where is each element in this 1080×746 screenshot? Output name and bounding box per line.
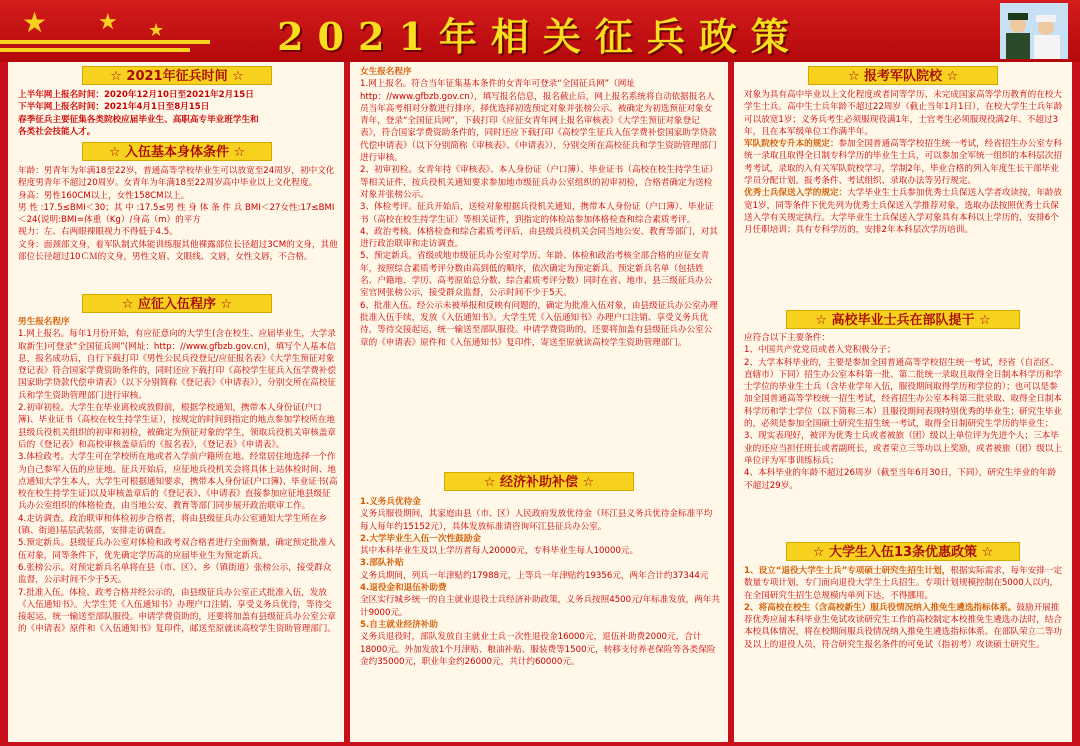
req-bmi: 男 性 :17.5≤BMI＜30；其 中 :17.5≤男 性 身 体 条 件 兵 BMI＜27女性:17≤BMI＜24(说明:BMI=体重（Kg）/身高（m）的平方: [18, 202, 335, 226]
body-requirements: [18, 165, 338, 291]
school-text: 对象为具有高中毕业以上文化程度或者同等学历、未完成国家高等学历教育的在校大学生士兵。高中生士兵年龄不超过22周岁（截止当年1月1日），在校大学生士兵年龄可以放宽1岁；义务兵考生必须服现役满1年，士官考生必须服现役满2年、不超过3年，且在本军级单位工作满半年。: [744, 90, 1063, 137]
procedure-heading: 男生报名程序: [18, 317, 70, 327]
subsidy-heading: 3.部队补贴: [360, 558, 404, 569]
promotion-conditions: [744, 332, 1064, 538]
school-rule-text: 参加全国普通高等学校招生统一考试，经省招生办公室专科统一录取且取得全日制专科学历的毕业生士兵，可以参加全军统一组织的本科层次招考考试，录取的入有关军队院校学习，学制2年，毕业合格的列入年度生长干部毕业学员分配计划。报考条件、考试组织、录取办法等另行规定。: [744, 139, 1062, 187]
procedure-step: 4.走访调查。政治联审和体检初步合格者，将由县级征兵办公室通知大学生所在乡(镇、街道)基层武装部，安排走访调查。: [18, 513, 327, 537]
procedure-step: 4、政治考核。体格检查和综合素质考评后，由县级兵役机关会同当地公安、教育等部门，对其进行政治联审和走访调查。: [360, 226, 718, 250]
procedure-step: 1.网上报名。每年1月份开始，有应征意向的大学生(含在校生、应届毕业生，大学录取新生)可登录“全国征兵网”(网址：http：//www.gfbzb.gov.cn)，填写个人基本信息，报名成功后，自行下载打印《男性公民兵役登记/应征报名表》《大学生预征对象登记表》符合国家学费资助条件的，同时还应下载打印《高校学生征兵入伍学费补偿国家助学贷款代偿申请表》（以下分别简称《登记表》《申请表》），分别交所在高校征兵和学生资助管理部门进行审核。: [18, 329, 336, 401]
female-procedure: [360, 66, 720, 516]
procedure-step: 5、预定新兵。省级或地市级征兵办公室对学历、年龄、体检和政治考核全部合格的应征女青年，按照综合素质考评分数由高到低的顺序，依次确定为预定新兵。预定新兵名单（包括姓名、户籍地、学历、高考原始总分数、综合素质考评分数）同时在省、地市、县三级征兵办公室官网张榜公示，接受群众监督，公示时间不少于5天。: [360, 251, 713, 299]
req-age: 年龄：男青年为年满18至22岁，普通高等学校毕业生可以放宽至24周岁，初中文化程度男青年不超过20周岁。女青年为年满18至22周岁高中毕业以上文化程度。: [18, 166, 335, 189]
time-line: 春季征兵主要征集各类院校应届毕业生、高职高专毕业班学生和: [18, 114, 259, 125]
procedure-step: 6、批准入伍。经公示未被举报和反映有问题的，确定为批准入伍对象，由县级征兵办公室办理批准入伍手续，发放《入伍通知书》。大学生凭《入伍通知书》办理户口注销、享受义务兵优待，等待交接起运，统一输送至部队服役。申请学费资助的，还要将加盖有县级征兵办公室公章的《申请表》原件和《入伍通知书》复印件，寄送至原就读高校学生资助管理部门。: [360, 300, 718, 348]
subsidy-text: 义务兵退役时，部队发放自主就业士兵一次性退役金16000元，退伍补助费2000元，合计18000元。外加发放1个月津贴、粮油补贴、服装费等1500元，转移支付养老保险等各类保险金约35000元，职业年金约26000元，共计约60000元。: [360, 632, 716, 667]
procedure-heading: 女生报名程序: [360, 67, 412, 77]
right-panel: [734, 62, 1072, 742]
section-header: ☆ 入伍基本身体条件 ☆: [82, 142, 272, 161]
time-line: 上半年网上报名时间：2020年12月10日至2021年2月15日: [18, 90, 254, 100]
school-rule-text: 大学毕业生士兵参加优秀士兵保送入学者攻读按，年龄放宽1岁，同等条件下优先列为优秀士兵保送入学推荐对象，选取办法按照优秀士兵保送入学有关规定执行。大学毕业生士兵保送入学对象具有本科以上学历的，安排6个月任职培训；具有专科学历的，安排2年本科层次学历培训。: [744, 188, 1062, 236]
subsidy-heading: 2.大学毕业生入伍一次性鼓励金: [360, 533, 481, 544]
middle-panel: [350, 62, 728, 742]
req-height: 身高：男性160CM以上，女性158CM以上。: [18, 190, 190, 201]
star-icon: ★: [98, 10, 118, 35]
subsidy-text: 其中本科毕业生及以上学历者每人20000元，专科毕业生每人10000元。: [360, 546, 639, 557]
promo-line: 4、本科毕业的年龄不超过26周岁（截至当年6月30日，下同），研究生毕业的年龄不超过29岁。: [744, 468, 1057, 491]
soldiers-image: [1000, 3, 1068, 59]
school-rule-heading: 优秀士兵保送入学的规定：: [744, 188, 848, 199]
star-icon: ★: [22, 6, 48, 39]
section-header: ☆ 应征入伍程序 ☆: [82, 294, 272, 313]
section-header: ☆ 经济补助补偿 ☆: [444, 472, 634, 491]
school-rule-heading: 军队院校专升本的规定：: [744, 139, 839, 150]
subsidy-text: 义务兵期间，列兵一年津贴约17988元，上等兵一年津贴约19356元，两年合计约37344元: [360, 570, 709, 581]
subsidy-heading: 4.退役金和退伍补助费: [360, 583, 447, 594]
procedure-step: 2.初审初检。大学生在毕业离校或放假前，根据学校通知，携带本人身份证(户口簿)、毕业证书（高校在校生持学生证），按规定的时间到指定的地点参加学校所在地县级兵役机关组织的初审和初检，被确定为预征对象的学生，领取兵役机关审核盖章后的《登记表》和高校审核盖章后的《报名表》，《登记表》《申请表》。: [18, 403, 336, 450]
subsidy-heading: 5.自主就业经济补助: [360, 619, 438, 630]
procedure-step: 1.网上报名。符合当年征集基本条件的女青年可登录“全国征兵网”（网址http：//www.gfbzb.gov.cn），填写报名信息，报名截止后，网上报名系统将自动依据报名人员当年高考相对分数进行排序，择优选择初选预定对象并张榜公示。被确定为初选预征对象女青年，登录“全国征兵网”，下载打印《应征女青年网上报名审核表》《大学生预征对象登记表》，符合国家学费资助条件的，同时还应下载打印《高校学生征兵入伍学费补偿国家助学贷款代偿申请表》（以下分别简称《审核表》、《申请表》），分别交所在高校征兵和学生资助管理部门进行审核。: [360, 79, 717, 164]
procedure-step: 3、体检考评。征兵开始后，送检对象根据兵役机关通知，携带本人身份证（户口簿）、毕业证书（高校在校生持学生证）等相关证件，到指定的体检站参加体格检查和综合素质考评。: [360, 202, 714, 225]
perk-heading: 1、设立“退役大学生士兵”专项硕士研究生招生计划，: [744, 566, 951, 576]
procedure-step: 5.预定新兵。县级征兵办公室对体检和政考双合格者进行全面衡量，确定预定批准入伍对象，同等条件下，优先确定学历高的应届毕业生为预定新兵。: [18, 538, 336, 561]
banner-stripe: [0, 40, 210, 44]
title-banner: [0, 0, 1080, 62]
perk-heading: 2、将高校在校生（含高校新生）服兵役情况纳入推免生遴选指标体系。: [744, 602, 1017, 613]
req-tattoo: 文身：面颈部文身，着军队制式体能训练服其他裸露部位长径超过3CM的文身，其他部位长径超过10ＣＭ的文身，男性文眉、文眼线、文唇，女性文唇，不合格。: [18, 239, 338, 263]
procedure-step: 3.体检政考。大学生可在学校所在地或者入学前户籍所在地、经常居住地选择一个作为自己参军入伍的应征地。征兵开始后，应征地兵役机关会将具体上站体检时间、地点通知大学生本人，大学生可根据通知要求，携带本人身份证(户口簿)、毕业证书(高校在校生持学生证)以及审核盖章后的《登记表》、《申请表》直接参加应征地县级征兵办公室组织的体格检查，由当地公安、教育等部门同步展开政治联审工作。: [18, 452, 338, 512]
time-line: 下半年网上报名时间：2021年4月1日至8月15日: [18, 102, 210, 113]
economic-subsidy: [360, 496, 720, 740]
req-vision: 视力：左、右两眼裸眼视力不得低于4.5。: [18, 227, 178, 238]
subsidy-heading: 1.义务兵优待金: [360, 497, 421, 507]
promo-line: 1、中国共产党党员或者入党积极分子；: [744, 345, 896, 356]
preferential-policies: [744, 565, 1064, 740]
section-header: ☆ 高校毕业士兵在部队提干 ☆: [786, 310, 1020, 329]
time-line: 各类社会技能人才。: [18, 126, 96, 137]
procedure-step: 6.张榜公示。对预定新兵名单将在县（市、区）、乡（镇街道）张榜公示，接受群众监督，公示时间不少于5天。: [18, 562, 332, 586]
procedure-step: 2、初审初检。女青年持《审核表》、本人身份证（户口簿）、毕业证书（高校在校生持学生证）等相关证件，按兵役机关通知要求参加地市级征兵办公室组织的初审初检，合格者确定为送检对象并张榜公示。: [360, 165, 718, 200]
section-header: ☆ 2021年征兵时间 ☆: [82, 66, 272, 85]
perk-text: 鼓励开展推荐优秀应届本科毕业生免试攻读研究生工作的高校制定本校推免生遴选办法时，结合本校具体情况，将在校期间服兵役情况纳入推免生遴选指标体系。在部队荣立二等功及以上的退役人员，符合研究生报名条件的可免试（指初考）攻读硕士研究生。: [744, 602, 1062, 650]
subsidy-text: 义务兵服役期间，其家庭由县（市、区）人民政府发放优待金（环江县义务兵优待金标准平均每人每年约15152元），具体发放标准请咨询环江县征兵办公室。: [360, 509, 713, 532]
male-procedure: [18, 316, 338, 740]
military-school: [744, 89, 1064, 311]
section-header: ☆ 大学生入伍13条优惠政策 ☆: [786, 542, 1020, 561]
promo-line: 应符合以下主要条件：: [744, 333, 830, 343]
promo-line: 3、现实表现好，被评为优秀士兵或者被旅（团）级以上单位评为先进个人；三本毕业的还应当担任班长或者副班长，或者荣立三等功以上奖励，或者被旅（团）级以上单位评为军事训练标兵；: [744, 431, 1062, 466]
page-title: 2021年相关征兵政策: [277, 14, 803, 59]
procedure-step: 7.批准入伍。体检、政考合格并经公示的，由县级征兵办公室正式批准入伍，发放《入伍通知书》。大学生凭《入伍通知书》办理户口注销、享受义务兵优待，等待交接起运，统一输送至部队服役。申请学费资助的，还要将加盖有县级征兵办公室公章的《申请表》原件和《入伍通知书》复印件，邮送至原就读高校学生资助管理部门。: [18, 587, 336, 635]
left-panel: [8, 62, 344, 742]
enlist-time-list: [18, 89, 338, 138]
promo-line: 2、大学本科毕业的，主要是参加全国普通高等学校招生统一考试，经省（自治区、直辖市）下同）招生办公室本科第一批、第二批统一录取且取得全日制本科学历和学士学位的毕业生士兵（含毕业学年入伍，服役期间取得学历和学位的）；也可以是参加全国普通高等学校统一招生考试，经省招生办公室本科第三批录取、取得全日制本科学历和学士学位（以下简称三本）且服役期间表现特别优秀的毕业生；研究生毕业的，必须是参加全国硕士研究生招生统一考试，取得全日制研究生学历的毕业生；: [744, 357, 1062, 430]
banner-stripe: [0, 48, 190, 52]
subsidy-text: 全区实行城乡统一的自主就业退役士兵经济补助政策，义务兵按照4500元/年标准发放，两年共计9000元。: [360, 595, 720, 618]
star-icon: ★: [148, 20, 165, 41]
section-header: ☆ 报考军队院校 ☆: [808, 66, 998, 85]
perk-text: 根据实际需求，每年安排一定数量专项计划，专门面向退役大学生士兵招生。专项计划规模控制在5000人以内，在全国研究生招生总规模内单列下达，不得挪用。: [744, 566, 1063, 601]
